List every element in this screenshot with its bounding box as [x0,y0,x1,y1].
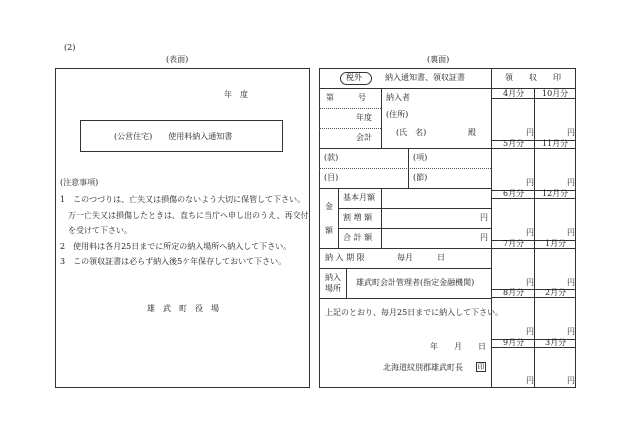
amount-row-label: 合 計 額 [343,233,373,242]
note-line: 1 このつづりは、亡失又は損傷のないよう大切に保管して下さい。 [60,195,306,204]
yen-unit: 円 [567,278,575,287]
yen-unit: 円 [480,233,488,242]
yen-unit: 円 [526,228,534,237]
month-label: 3月分 [545,338,567,347]
month-label: 1月分 [545,239,567,248]
front-caption: (表面) [166,55,189,64]
yen-unit: 円 [567,128,575,137]
yen-unit: 円 [526,128,534,137]
due-date-label: 納 入 期 限 [325,253,365,262]
note-line: を受けて下さい。 [60,226,132,235]
notice-receipt-title: 納入通知書、領収証書 [385,73,465,82]
address-label: (住所) [386,110,409,119]
setsu-field: (節) [413,173,428,182]
payment-place-value: 雄武町会計管理者(指定金融機関) [356,278,475,287]
amount-row-label: 基本月額 [343,193,375,202]
fiscal-year-label: 年 度 [224,90,248,99]
month-label: 7月分 [503,239,525,248]
yen-unit: 円 [526,278,534,287]
payer-label: 納入者 [386,93,410,102]
amount-label-bottom: 額 [325,226,333,235]
issuer-name: 北海道紋別郡雄武町長 [383,363,463,372]
yen-unit: 円 [526,327,534,336]
month-label: 4月分 [503,89,525,98]
yen-unit: 円 [480,213,488,222]
account-field: 会計 [356,133,372,142]
kou-field: (項) [413,153,428,162]
month-label: 8月分 [503,288,525,297]
notice-title: (公営住宅) 使用料納入通知書 [114,132,233,141]
yen-unit: 円 [567,228,575,237]
tax-exempt-tag: 税外 [346,73,362,82]
due-date-value: 毎月 日 [397,253,445,262]
kan-field: (款) [324,153,339,162]
town-office-name: 雄 武 町 役 場 [147,304,219,313]
note-line: 3 この領収証書は必らず納入後5ケ年保存しておいて下さい。 [60,257,287,266]
yen-unit: 円 [567,376,575,385]
name-label: (氏 名) [396,128,427,137]
amount-row-label: 割 増 額 [343,213,373,222]
yen-unit: 円 [526,178,534,187]
payment-place-label-bottom: 場所 [325,284,341,293]
back-caption: (裏面) [427,55,450,64]
yen-unit: 円 [526,376,534,385]
official-seal-box: 印 [477,363,485,371]
notes-heading: (注意事項) [60,178,99,187]
document-number-label: 第 号 [326,93,366,102]
month-label: 9月分 [503,338,525,347]
moku-field: (目) [324,173,339,182]
month-label: 5月分 [503,139,525,148]
yen-unit: 円 [567,327,575,336]
fiscal-year-field: 年度 [356,113,372,122]
note-line: 万一亡失又は損傷したときは、直ちに当庁へ申し出のうえ、再交付 [60,211,309,220]
month-label: 11月分 [542,139,569,148]
payment-instruction: 上記のとおり、毎月25日までに納入して下さい。 [325,308,504,317]
payment-place-label-top: 納入 [325,273,341,282]
note-line: 2 使用料は各月25日までに所定の納入場所へ納入して下さい。 [60,242,292,251]
yen-unit: 円 [567,178,575,187]
month-label: 12月分 [542,189,569,198]
month-label: 10月分 [542,89,569,98]
receipt-column-divider [491,68,492,388]
honorific: 殿 [468,128,476,137]
document-number: (2) [64,43,76,52]
issue-date-line: 年 月 日 [430,342,486,351]
month-label: 6月分 [503,189,525,198]
month-label: 2月分 [545,288,567,297]
receipt-stamp-label: 領 収 印 [505,73,561,82]
amount-label-top: 金 [325,202,333,211]
